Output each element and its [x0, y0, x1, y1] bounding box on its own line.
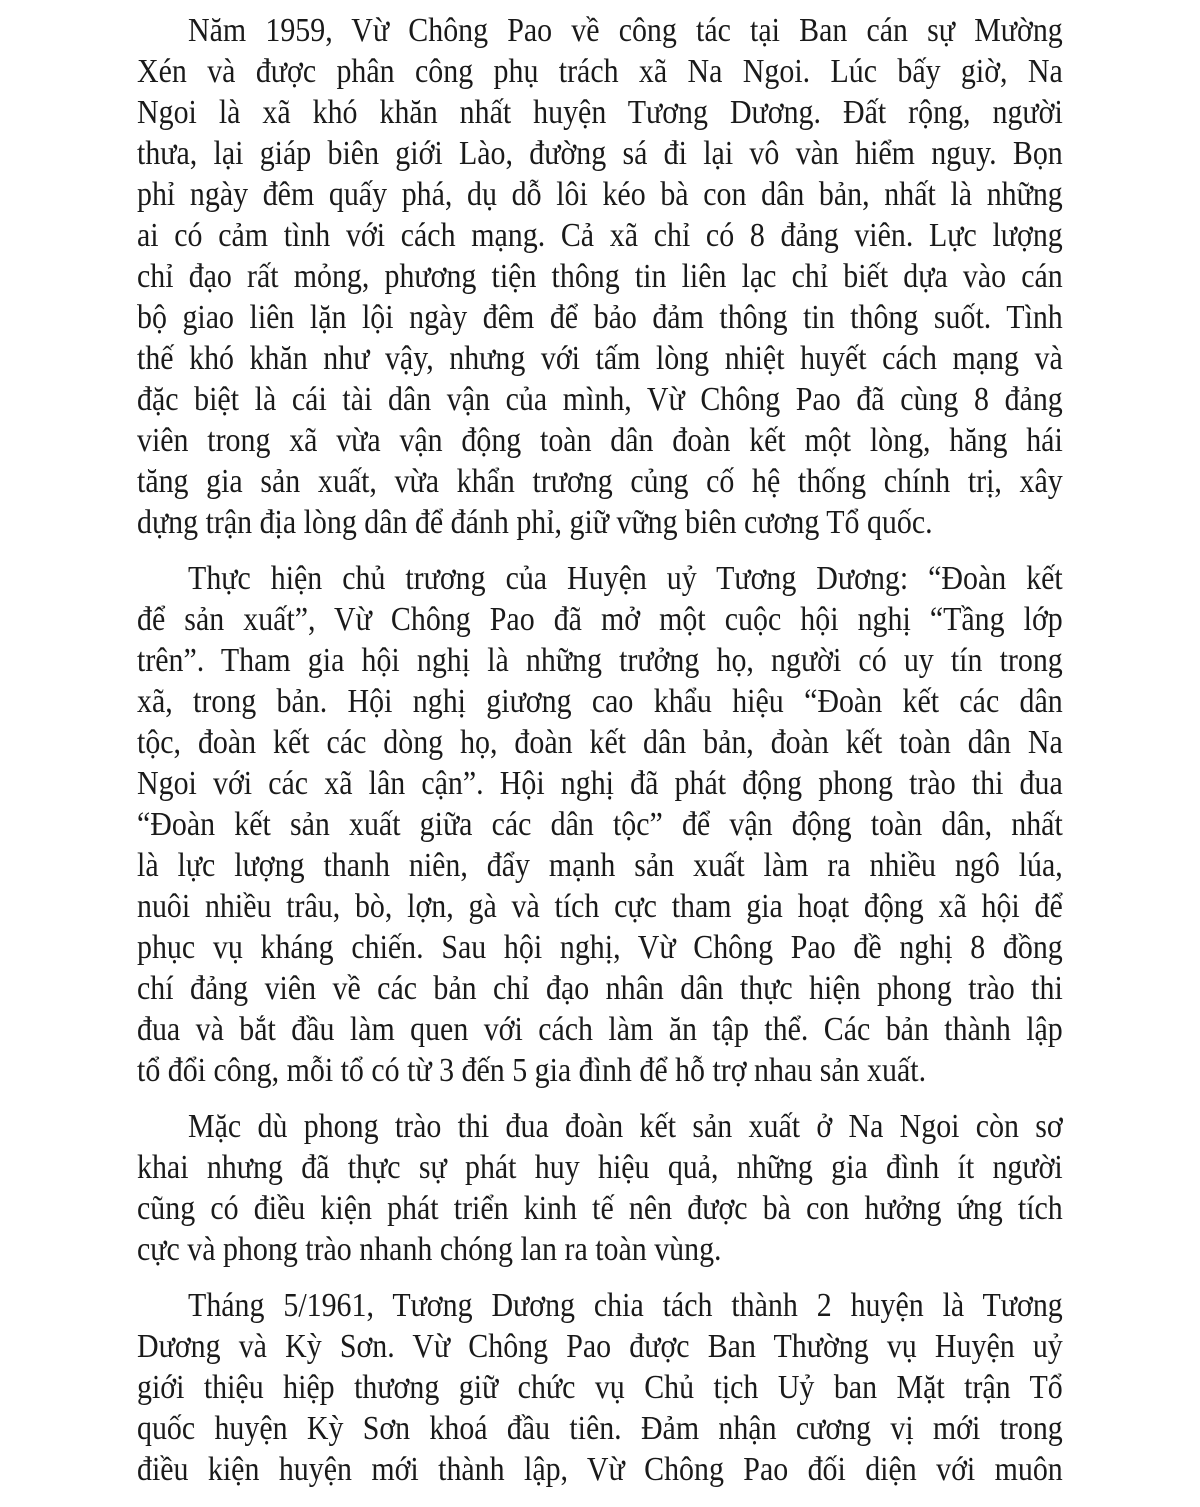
text-line: trên”. Tham gia hội nghị là những trưởng họ, người có uy tín trong	[137, 642, 1063, 679]
text-line: tộc, đoàn kết các dòng họ, đoàn kết dân bản, đoàn kết toàn dân Na	[137, 724, 1063, 761]
text-line: chí đảng viên về các bản chỉ đạo nhân dân thực hiện phong trào thi	[137, 970, 1063, 1007]
text-line: quốc huyện Kỳ Sơn khoá đầu tiên. Đảm nhận cương vị mới trong	[137, 1410, 1063, 1447]
text-line: đặc biệt là cái tài dân vận của mình, Vừ Chông Pao đã cùng 8 đảng	[137, 381, 1063, 418]
text-line: giới thiệu hiệp thương giữ chức vụ Chủ tịch Uỷ ban Mặt trận Tổ	[137, 1369, 1063, 1406]
text-line: Năm 1959, Vừ Chông Pao về công tác tại Ban cán sự Mường	[188, 12, 1063, 49]
text-line: Dương và Kỳ Sơn. Vừ Chông Pao được Ban Thường vụ Huyện uỷ	[137, 1328, 1063, 1365]
text-line: Xén và được phân công phụ trách xã Na Ngoi. Lúc bấy giờ, Na	[137, 53, 1063, 90]
text-line: ai có cảm tình với cách mạng. Cả xã chỉ có 8 đảng viên. Lực lượng	[137, 217, 1063, 254]
text-line: Ngoi với các xã lân cận”. Hội nghị đã phát động phong trào thi đua	[137, 765, 1063, 802]
text-line: phỉ ngày đêm quấy phá, dụ dỗ lôi kéo bà con dân bản, nhất là những	[137, 176, 1063, 213]
text-line: nuôi nhiều trâu, bò, lợn, gà và tích cực tham gia hoạt động xã hội để	[137, 888, 1063, 925]
text-line: chỉ đạo rất mỏng, phương tiện thông tin liên lạc chỉ biết dựa vào cán	[137, 258, 1063, 295]
paragraph-4	[137, 1285, 1063, 1490]
text-line: dựng trận địa lòng dân để đánh phỉ, giữ vững biên cương Tổ quốc.	[137, 504, 933, 541]
text-line: Tháng 5/1961, Tương Dương chia tách thành 2 huyện là Tương	[188, 1287, 1063, 1324]
text-line: thưa, lại giáp biên giới Lào, đường sá đi lại vô vàn hiểm nguy. Bọn	[137, 135, 1063, 172]
text-line: Ngoi là xã khó khăn nhất huyện Tương Dương. Đất rộng, người	[137, 94, 1063, 131]
paragraph-2	[137, 558, 1063, 1091]
text-line: Mặc dù phong trào thi đua đoàn kết sản xuất ở Na Ngoi còn sơ	[188, 1108, 1063, 1145]
text-line: điều kiện huyện mới thành lập, Vừ Chông Pao đối diện với muôn	[137, 1451, 1063, 1488]
text-line: tổ đổi công, mỗi tổ có từ 3 đến 5 gia đình để hỗ trợ nhau sản xuất.	[137, 1052, 927, 1089]
text-line: là lực lượng thanh niên, đẩy mạnh sản xuất làm ra nhiều ngô lúa,	[137, 847, 1063, 884]
text-line: xã, trong bản. Hội nghị giương cao khẩu hiệu “Đoàn kết các dân	[137, 683, 1063, 720]
text-line: viên trong xã vừa vận động toàn dân đoàn kết một lòng, hăng hái	[137, 422, 1063, 459]
text-line: đua và bắt đầu làm quen với cách làm ăn tập thể. Các bản thành lập	[137, 1011, 1063, 1048]
text-line: tăng gia sản xuất, vừa khẩn trương củng cố hệ thống chính trị, xây	[137, 463, 1063, 500]
paragraph-3	[137, 1106, 1063, 1270]
paragraph-1	[137, 10, 1063, 543]
text-line: “Đoàn kết sản xuất giữa các dân tộc” để vận động toàn dân, nhất	[137, 806, 1063, 843]
text-line: phục vụ kháng chiến. Sau hội nghị, Vừ Chông Pao đề nghị 8 đồng	[137, 929, 1063, 966]
text-line: thế khó khăn như vậy, nhưng với tấm lòng nhiệt huyết cách mạng và	[137, 340, 1063, 377]
text-line: bộ giao liên lặn lội ngày đêm để bảo đảm thông tin thông suốt. Tình	[137, 299, 1063, 336]
text-line: cũng có điều kiện phát triển kinh tế nên được bà con hưởng ứng tích	[137, 1190, 1063, 1227]
text-line: Thực hiện chủ trương của Huyện uỷ Tương Dương: “Đoàn kết	[188, 560, 1063, 597]
text-line: để sản xuất”, Vừ Chông Pao đã mở một cuộc hội nghị “Tầng lớp	[137, 601, 1063, 638]
text-line: khai nhưng đã thực sự phát huy hiệu quả, những gia đình ít người	[137, 1149, 1063, 1186]
text-line: cực và phong trào nhanh chóng lan ra toàn vùng.	[137, 1231, 722, 1268]
